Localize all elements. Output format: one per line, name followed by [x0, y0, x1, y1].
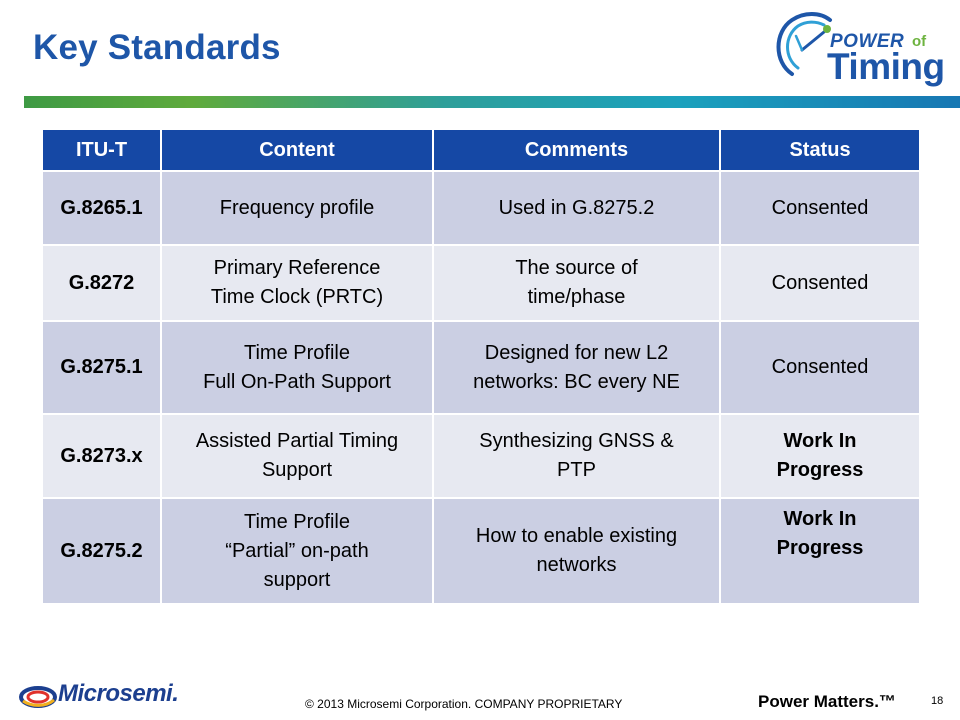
content-line: Time Profile: [244, 510, 350, 533]
content-line: Primary Reference: [213, 257, 381, 279]
content-line: Frequency profile: [219, 196, 375, 219]
microsemi-swirl-icon: [18, 682, 58, 712]
standard-id-cell: G.8275.1: [42, 321, 161, 414]
status-cell: [720, 245, 920, 321]
microsemi-logo: [18, 680, 188, 714]
status-line: Consented: [771, 271, 869, 294]
copyright-text: © 2013 Microsemi Corporation. COMPANY PROPRIETARY: [305, 697, 623, 711]
comments-line: networks: [536, 554, 617, 576]
content-cell: [161, 245, 433, 321]
comments-line: Designed for new L2: [484, 341, 669, 364]
comments-line: Used in G.8275.2: [498, 196, 655, 219]
table-row: [42, 414, 920, 498]
slide-title: Key Standards: [33, 28, 281, 67]
status-line: Work In: [783, 430, 857, 452]
content-line: support: [263, 568, 331, 591]
table-row: [42, 321, 920, 414]
comments-line: How to enable existing: [475, 525, 678, 547]
content-line: Support: [261, 459, 333, 481]
comments-cell: [433, 171, 720, 245]
standards-table: [41, 128, 921, 605]
status-cell: [720, 498, 920, 604]
status-line: Consented: [771, 356, 869, 378]
content-line: “Partial” on-path: [225, 539, 369, 562]
standard-id-cell: G.8272: [42, 245, 161, 321]
status-cell: [720, 321, 920, 414]
status-cell: [720, 171, 920, 245]
microsemi-logo-text: Microsemi.: [58, 680, 179, 707]
header-content: Content: [161, 129, 433, 171]
content-cell: [161, 498, 433, 604]
comments-cell: [433, 321, 720, 414]
standard-id-cell: G.8273.x: [42, 414, 161, 498]
table-row: [42, 498, 920, 604]
status-line: Progress: [776, 459, 864, 481]
content-line: Time Profile: [244, 341, 350, 364]
title-gradient-band: [24, 96, 960, 108]
page-number: 18: [931, 695, 944, 707]
status-line: Progress: [776, 537, 864, 559]
comments-line: networks: BC every NE: [473, 370, 680, 393]
power-of-timing-logo: [770, 10, 950, 90]
content-line: Assisted Partial Timing: [195, 430, 399, 452]
comments-cell: [433, 498, 720, 604]
comments-line: PTP: [557, 459, 596, 481]
logo-of-text: of: [912, 33, 927, 50]
status-line: Work In: [783, 508, 857, 530]
content-line: Time Clock (PRTC): [210, 286, 384, 308]
content-cell: [161, 321, 433, 414]
header-itu-t: ITU-T: [42, 129, 161, 171]
standard-id-cell: G.8265.1: [42, 171, 161, 245]
logo-timing-text: Timing: [827, 46, 945, 87]
header-status: Status: [720, 129, 920, 171]
status-line: Consented: [771, 196, 869, 219]
content-line: Full On-Path Support: [203, 370, 391, 393]
header-comments: Comments: [433, 129, 720, 171]
logo-power-text: POWER: [830, 31, 905, 52]
table-row: [42, 245, 920, 321]
content-cell: [161, 171, 433, 245]
table-header-row: [42, 129, 920, 171]
table-row: [42, 171, 920, 245]
status-cell: [720, 414, 920, 498]
standard-id-cell: G.8275.2: [42, 498, 161, 604]
comments-line: Synthesizing GNSS &: [479, 430, 674, 452]
comments-line: time/phase: [527, 286, 626, 308]
comments-line: The source of: [515, 257, 638, 279]
content-cell: [161, 414, 433, 498]
power-matters-tagline: Power Matters.™: [758, 692, 896, 711]
comments-cell: [433, 414, 720, 498]
comments-cell: [433, 245, 720, 321]
